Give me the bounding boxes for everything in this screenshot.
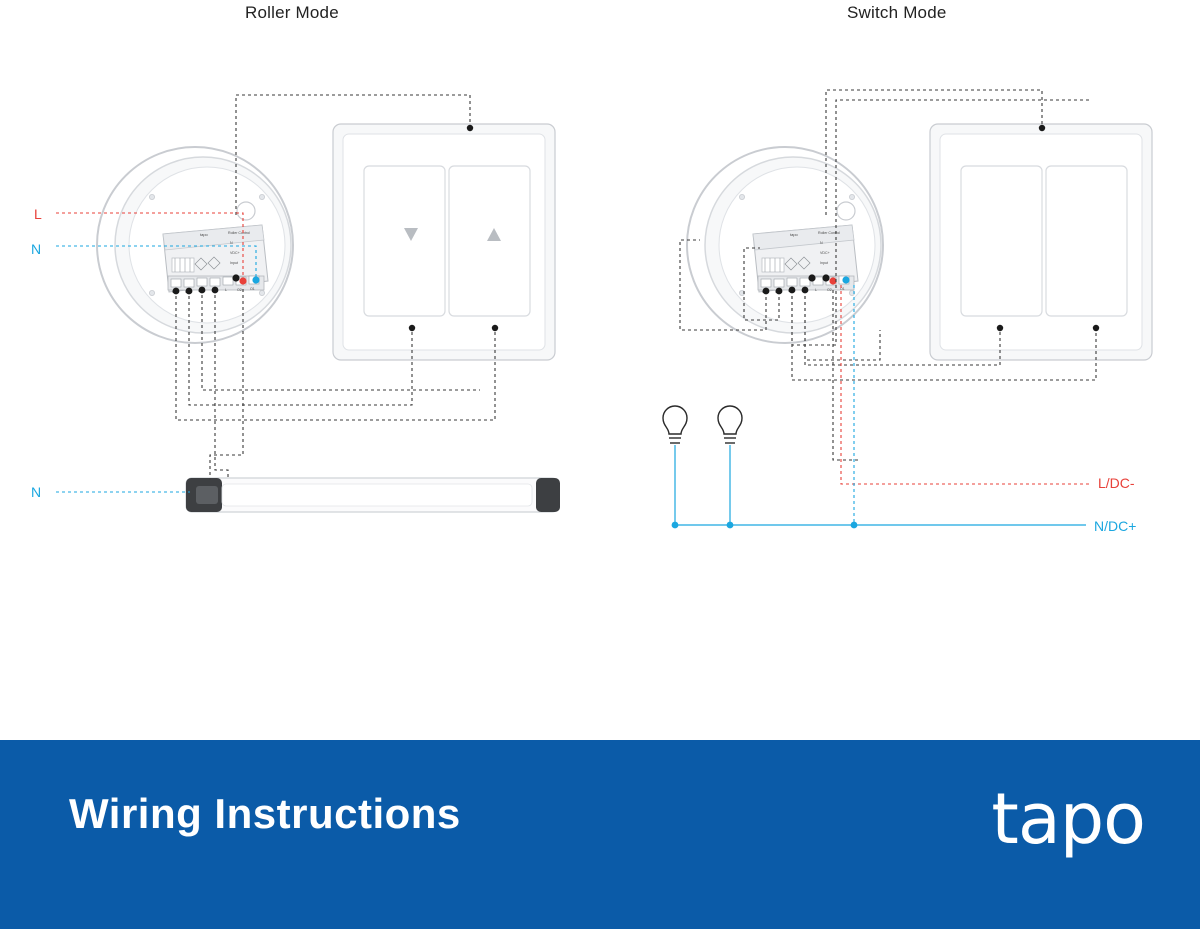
- roller-motor: [186, 478, 560, 512]
- svg-text:O1: O1: [840, 287, 845, 291]
- svg-text:VDC+: VDC+: [820, 251, 830, 255]
- svg-text:Input: Input: [230, 261, 238, 265]
- roller-control-module-right: [753, 225, 858, 294]
- svg-text:N: N: [230, 241, 233, 245]
- svg-text:VDC+: VDC+: [230, 251, 240, 255]
- roller-control-module-left: [163, 225, 268, 294]
- svg-text:tapo: tapo: [200, 232, 208, 237]
- label-neutral-motor: N: [31, 484, 42, 500]
- svg-text:N: N: [820, 241, 823, 245]
- svg-text:L: L: [815, 288, 817, 292]
- label-live-left: L: [34, 206, 42, 222]
- label-neutral-dc-plus: N/DC+: [1094, 518, 1137, 534]
- label-neutral-left: N: [31, 241, 42, 257]
- switch-mode-title: Switch Mode: [847, 3, 947, 22]
- lamp-1: [663, 406, 687, 443]
- svg-text:L: L: [225, 288, 227, 292]
- lamp-2: [718, 406, 742, 443]
- svg-text:O2: O2: [827, 288, 832, 292]
- tapo-logo: tapo: [991, 778, 1145, 860]
- svg-text:Roller Control: Roller Control: [818, 231, 840, 235]
- bottom-banner: [0, 740, 1200, 929]
- roller-wall-switch: [333, 124, 555, 360]
- svg-text:O2: O2: [237, 288, 242, 292]
- svg-text:Input: Input: [820, 261, 828, 265]
- svg-text:O1: O1: [250, 287, 255, 291]
- switch-wall-switch: [930, 124, 1152, 360]
- roller-mode-title: Roller Mode: [245, 3, 339, 22]
- label-live-dc-minus: L/DC-: [1098, 475, 1135, 491]
- svg-text:Roller Control: Roller Control: [228, 231, 250, 235]
- svg-text:tapo: tapo: [790, 232, 798, 237]
- banner-title: Wiring Instructions: [69, 790, 461, 837]
